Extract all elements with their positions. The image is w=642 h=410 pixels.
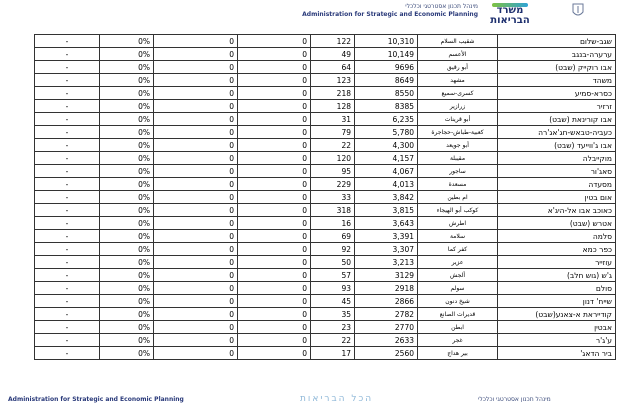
value-cell-a: 0 xyxy=(238,35,311,48)
count-cell: 128 xyxy=(311,100,355,113)
locality-name-hebrew: מסעדה xyxy=(498,178,616,191)
count-cell: 120 xyxy=(311,152,355,165)
table-row xyxy=(35,74,616,87)
count-cell: 123 xyxy=(311,74,355,87)
dash-cell: - xyxy=(35,191,100,204)
locality-name-arabic: كفر كما xyxy=(418,243,498,256)
value-cell-b: 0 xyxy=(154,126,238,139)
locality-name-hebrew: סולם xyxy=(498,282,616,295)
percent-cell: 0% xyxy=(100,321,154,334)
count-cell: 79 xyxy=(311,126,355,139)
localities-table xyxy=(34,34,616,360)
table-row xyxy=(35,256,616,269)
value-cell-b: 0 xyxy=(154,230,238,243)
locality-name-hebrew: אבו קורינאת (שבט) xyxy=(498,113,616,126)
dash-cell: - xyxy=(35,269,100,282)
percent-cell: 0% xyxy=(100,191,154,204)
state-emblem-icon xyxy=(571,2,585,18)
percent-cell: 0% xyxy=(100,269,154,282)
data-table-container xyxy=(0,34,612,360)
count-cell: 17 xyxy=(311,347,355,360)
value-cell-b: 0 xyxy=(154,204,238,217)
locality-name-hebrew: ערערה-בנגב xyxy=(498,48,616,61)
percent-cell: 0% xyxy=(100,243,154,256)
dash-cell: - xyxy=(35,347,100,360)
count-cell: 95 xyxy=(311,165,355,178)
footer-middle-text: הכל הבריאות xyxy=(300,394,374,404)
percent-cell: 0% xyxy=(100,100,154,113)
percent-cell: 0% xyxy=(100,87,154,100)
dash-cell: - xyxy=(35,165,100,178)
value-cell-a: 0 xyxy=(238,139,311,152)
locality-name-arabic: مشهد xyxy=(418,74,498,87)
dash-cell: - xyxy=(35,113,100,126)
value-cell-a: 0 xyxy=(238,256,311,269)
dash-cell: - xyxy=(35,217,100,230)
count-cell: 33 xyxy=(311,191,355,204)
locality-name-arabic: أبو قرينات xyxy=(418,113,498,126)
percent-cell: 0% xyxy=(100,334,154,347)
value-cell-a: 0 xyxy=(238,178,311,191)
header-org-english: Administration for Strategic and Economic Planning xyxy=(302,11,478,18)
dash-cell: - xyxy=(35,243,100,256)
value-cell-a: 0 xyxy=(238,74,311,87)
population-cell: 3,213 xyxy=(355,256,418,269)
locality-name-arabic: قديرات الصانع xyxy=(418,308,498,321)
value-cell-a: 0 xyxy=(238,61,311,74)
population-cell: 2633 xyxy=(355,334,418,347)
page-header xyxy=(0,0,642,26)
population-cell: 4,013 xyxy=(355,178,418,191)
population-cell: 3,391 xyxy=(355,230,418,243)
locality-name-arabic: مسعدة xyxy=(418,178,498,191)
count-cell: 31 xyxy=(311,113,355,126)
locality-name-hebrew: כעביה-טבאש-חג'אג'רה xyxy=(498,126,616,139)
count-cell: 69 xyxy=(311,230,355,243)
locality-name-arabic: عزير xyxy=(418,256,498,269)
value-cell-a: 0 xyxy=(238,295,311,308)
population-cell: 3129 xyxy=(355,269,418,282)
table-row xyxy=(35,126,616,139)
locality-name-hebrew: כפר כמא xyxy=(498,243,616,256)
population-cell: 4,300 xyxy=(355,139,418,152)
percent-cell: 0% xyxy=(100,61,154,74)
count-cell: 64 xyxy=(311,61,355,74)
table-row xyxy=(35,230,616,243)
table-row xyxy=(35,295,616,308)
table-body xyxy=(35,35,616,360)
value-cell-a: 0 xyxy=(238,100,311,113)
locality-name-arabic: كوكب أبو الهيجاء xyxy=(418,204,498,217)
percent-cell: 0% xyxy=(100,256,154,269)
table-row xyxy=(35,87,616,100)
value-cell-b: 0 xyxy=(154,87,238,100)
count-cell: 35 xyxy=(311,308,355,321)
locality-name-hebrew: ע'ג'ר xyxy=(498,334,616,347)
population-cell: 8385 xyxy=(355,100,418,113)
table-row xyxy=(35,48,616,61)
locality-name-arabic: كسرى-سميع xyxy=(418,87,498,100)
count-cell: 16 xyxy=(311,217,355,230)
page-footer xyxy=(0,392,642,410)
dash-cell: - xyxy=(35,230,100,243)
count-cell: 45 xyxy=(311,295,355,308)
locality-name-arabic: ام بطين xyxy=(418,191,498,204)
table-row xyxy=(35,334,616,347)
value-cell-a: 0 xyxy=(238,282,311,295)
percent-cell: 0% xyxy=(100,308,154,321)
population-cell: 3,643 xyxy=(355,217,418,230)
locality-name-arabic: بير هداج xyxy=(418,347,498,360)
value-cell-b: 0 xyxy=(154,243,238,256)
locality-name-arabic: سلامة xyxy=(418,230,498,243)
percent-cell: 0% xyxy=(100,113,154,126)
value-cell-b: 0 xyxy=(154,178,238,191)
count-cell: 122 xyxy=(311,35,355,48)
dash-cell: - xyxy=(35,35,100,48)
population-cell: 4,157 xyxy=(355,152,418,165)
dash-cell: - xyxy=(35,152,100,165)
locality-name-hebrew: אבטין xyxy=(498,321,616,334)
population-cell: 3,815 xyxy=(355,204,418,217)
dash-cell: - xyxy=(35,256,100,269)
percent-cell: 0% xyxy=(100,204,154,217)
value-cell-b: 0 xyxy=(154,295,238,308)
table-row xyxy=(35,321,616,334)
percent-cell: 0% xyxy=(100,230,154,243)
population-cell: 4,067 xyxy=(355,165,418,178)
dash-cell: - xyxy=(35,308,100,321)
logo-text: משרד הבריאות xyxy=(490,5,530,26)
percent-cell: 0% xyxy=(100,347,154,360)
value-cell-a: 0 xyxy=(238,243,311,256)
percent-cell: 0% xyxy=(100,295,154,308)
population-cell: 6,235 xyxy=(355,113,418,126)
table-row xyxy=(35,165,616,178)
table-row xyxy=(35,217,616,230)
value-cell-b: 0 xyxy=(154,256,238,269)
value-cell-b: 0 xyxy=(154,308,238,321)
value-cell-a: 0 xyxy=(238,269,311,282)
value-cell-b: 0 xyxy=(154,334,238,347)
dash-cell: - xyxy=(35,295,100,308)
percent-cell: 0% xyxy=(100,74,154,87)
locality-name-arabic: اطرش xyxy=(418,217,498,230)
locality-name-hebrew: זרזיר xyxy=(498,100,616,113)
percent-cell: 0% xyxy=(100,139,154,152)
dash-cell: - xyxy=(35,321,100,334)
count-cell: 22 xyxy=(311,139,355,152)
value-cell-b: 0 xyxy=(154,74,238,87)
locality-name-hebrew: ג'ש (גוש חלב) xyxy=(498,269,616,282)
table-row xyxy=(35,243,616,256)
value-cell-a: 0 xyxy=(238,204,311,217)
dash-cell: - xyxy=(35,61,100,74)
value-cell-b: 0 xyxy=(154,113,238,126)
dash-cell: - xyxy=(35,178,100,191)
value-cell-a: 0 xyxy=(238,87,311,100)
value-cell-b: 0 xyxy=(154,152,238,165)
percent-cell: 0% xyxy=(100,48,154,61)
dash-cell: - xyxy=(35,334,100,347)
table-row xyxy=(35,308,616,321)
table-row xyxy=(35,113,616,126)
population-cell: 3,842 xyxy=(355,191,418,204)
population-cell: 8649 xyxy=(355,74,418,87)
percent-cell: 0% xyxy=(100,165,154,178)
percent-cell: 0% xyxy=(100,282,154,295)
ministry-logo xyxy=(486,3,534,26)
value-cell-a: 0 xyxy=(238,321,311,334)
value-cell-a: 0 xyxy=(238,230,311,243)
value-cell-b: 0 xyxy=(154,48,238,61)
population-cell: 8550 xyxy=(355,87,418,100)
footer-org-english: Administration for Strategic and Economic Planning xyxy=(8,396,184,403)
locality-name-arabic: شيخ دنون xyxy=(418,295,498,308)
population-cell: 5,780 xyxy=(355,126,418,139)
population-cell: 2866 xyxy=(355,295,418,308)
value-cell-a: 0 xyxy=(238,217,311,230)
population-cell: 3,307 xyxy=(355,243,418,256)
value-cell-a: 0 xyxy=(238,308,311,321)
table-row xyxy=(35,347,616,360)
dash-cell: - xyxy=(35,87,100,100)
count-cell: 318 xyxy=(311,204,355,217)
percent-cell: 0% xyxy=(100,126,154,139)
locality-name-hebrew: מוקייבלה xyxy=(498,152,616,165)
value-cell-a: 0 xyxy=(238,191,311,204)
table-row xyxy=(35,269,616,282)
count-cell: 218 xyxy=(311,87,355,100)
count-cell: 92 xyxy=(311,243,355,256)
count-cell: 50 xyxy=(311,256,355,269)
percent-cell: 0% xyxy=(100,35,154,48)
locality-name-arabic: أبو رقيق xyxy=(418,61,498,74)
dash-cell: - xyxy=(35,282,100,295)
locality-name-hebrew: אטרש (שבט) xyxy=(498,217,616,230)
locality-name-hebrew: סאג'ור xyxy=(498,165,616,178)
value-cell-b: 0 xyxy=(154,269,238,282)
locality-name-arabic: زرازير xyxy=(418,100,498,113)
percent-cell: 0% xyxy=(100,178,154,191)
count-cell: 22 xyxy=(311,334,355,347)
value-cell-b: 0 xyxy=(154,191,238,204)
population-cell: 10,149 xyxy=(355,48,418,61)
dash-cell: - xyxy=(35,48,100,61)
locality-name-hebrew: אבו רוקייק (שבט) xyxy=(498,61,616,74)
table-row xyxy=(35,204,616,217)
locality-name-arabic: ألجش xyxy=(418,269,498,282)
locality-name-arabic: شقيب السلام xyxy=(418,35,498,48)
value-cell-b: 0 xyxy=(154,282,238,295)
count-cell: 49 xyxy=(311,48,355,61)
locality-name-arabic: ساجور xyxy=(418,165,498,178)
value-cell-b: 0 xyxy=(154,61,238,74)
population-cell: 2918 xyxy=(355,282,418,295)
dash-cell: - xyxy=(35,204,100,217)
dash-cell: - xyxy=(35,139,100,152)
locality-name-hebrew: שייח' דנון xyxy=(498,295,616,308)
locality-name-hebrew: אבו ג'ווייעד (שבט) xyxy=(498,139,616,152)
value-cell-b: 0 xyxy=(154,347,238,360)
locality-name-hebrew: משהד xyxy=(498,74,616,87)
table-row xyxy=(35,282,616,295)
population-cell: 9696 xyxy=(355,61,418,74)
table-row xyxy=(35,100,616,113)
dash-cell: - xyxy=(35,100,100,113)
population-cell: 10,310 xyxy=(355,35,418,48)
table-row xyxy=(35,61,616,74)
locality-name-hebrew: ביר הדאג' xyxy=(498,347,616,360)
dash-cell: - xyxy=(35,74,100,87)
value-cell-b: 0 xyxy=(154,35,238,48)
table-row xyxy=(35,35,616,48)
table-row xyxy=(35,191,616,204)
value-cell-a: 0 xyxy=(238,334,311,347)
value-cell-a: 0 xyxy=(238,165,311,178)
locality-name-arabic: سولم xyxy=(418,282,498,295)
locality-name-hebrew: אום בטין xyxy=(498,191,616,204)
value-cell-a: 0 xyxy=(238,126,311,139)
locality-name-hebrew: כסרא-סמיע xyxy=(498,87,616,100)
locality-name-arabic: ابطن xyxy=(418,321,498,334)
dash-cell: - xyxy=(35,126,100,139)
value-cell-b: 0 xyxy=(154,100,238,113)
count-cell: 229 xyxy=(311,178,355,191)
value-cell-a: 0 xyxy=(238,113,311,126)
locality-name-hebrew: כאוכב אבו אל-היג'א xyxy=(498,204,616,217)
locality-name-arabic: مقيبلة xyxy=(418,152,498,165)
count-cell: 23 xyxy=(311,321,355,334)
value-cell-b: 0 xyxy=(154,139,238,152)
table-row xyxy=(35,152,616,165)
header-org-hebrew: מינהל תכנון אסטרטגי וכלכלי xyxy=(405,3,478,10)
population-cell: 2782 xyxy=(355,308,418,321)
value-cell-b: 0 xyxy=(154,165,238,178)
table-row xyxy=(35,178,616,191)
count-cell: 57 xyxy=(311,269,355,282)
value-cell-b: 0 xyxy=(154,217,238,230)
table-row xyxy=(35,139,616,152)
value-cell-a: 0 xyxy=(238,347,311,360)
locality-name-arabic: كعبية-طباش-حجاجرة xyxy=(418,126,498,139)
locality-name-hebrew: סלמה xyxy=(498,230,616,243)
locality-name-hebrew: עוזייר xyxy=(498,256,616,269)
population-cell: 2560 xyxy=(355,347,418,360)
percent-cell: 0% xyxy=(100,217,154,230)
count-cell: 93 xyxy=(311,282,355,295)
locality-name-hebrew: קודייראת א-צאנע(שבט) xyxy=(498,308,616,321)
value-cell-b: 0 xyxy=(154,321,238,334)
value-cell-a: 0 xyxy=(238,152,311,165)
population-cell: 2770 xyxy=(355,321,418,334)
value-cell-a: 0 xyxy=(238,48,311,61)
footer-org-hebrew: מינהל תכנון אסטרטגי וכלכלי xyxy=(478,396,551,403)
percent-cell: 0% xyxy=(100,152,154,165)
locality-name-hebrew: שגב-שלום xyxy=(498,35,616,48)
locality-name-arabic: أبو جويعد xyxy=(418,139,498,152)
locality-name-arabic: الأعسم xyxy=(418,48,498,61)
locality-name-arabic: غجر xyxy=(418,334,498,347)
